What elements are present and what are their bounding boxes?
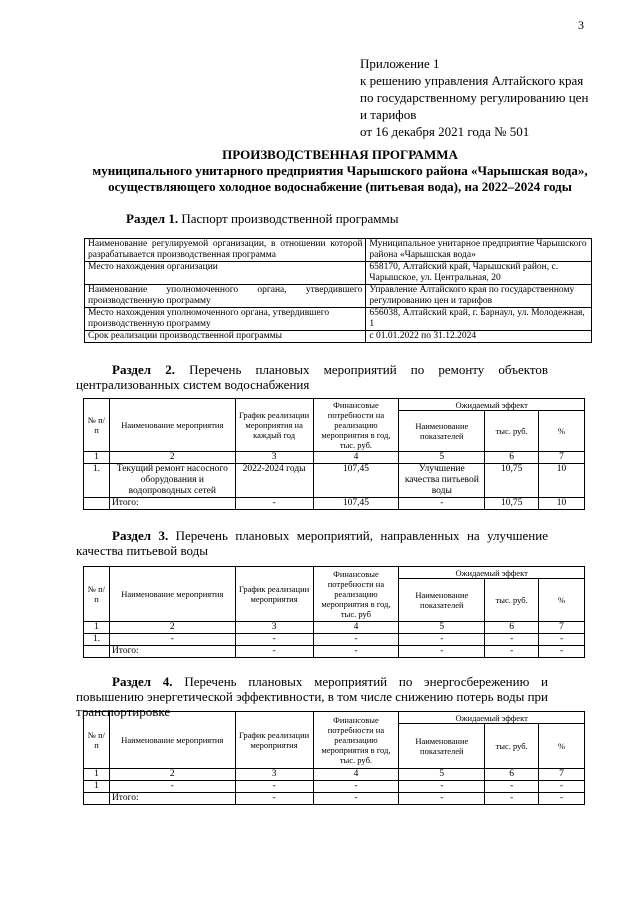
col-header-effect: Ожидаемый эффект xyxy=(399,712,585,724)
cell-schedule: - xyxy=(235,498,313,510)
section1-text: Паспорт производственной программы xyxy=(181,211,399,226)
table-total-row xyxy=(84,498,585,510)
col-header-num: № п/п xyxy=(84,399,110,452)
cell-finance: - xyxy=(313,781,399,793)
appendix-line: и тарифов xyxy=(360,107,417,122)
col-header-rub: тыс. руб. xyxy=(485,724,539,769)
cell-schedule: - xyxy=(235,781,313,793)
cell-schedule: - xyxy=(235,793,313,805)
section4-table xyxy=(83,711,585,805)
cell-pct: 10 xyxy=(539,498,585,510)
col-header-indicators: Наименование показателей xyxy=(399,724,485,769)
section3-text: Перечень плановых мероприятий, направленных на улучшение качества питьевой воды xyxy=(76,528,548,558)
column-number: 7 xyxy=(539,769,585,781)
column-number: 6 xyxy=(485,452,539,464)
title-line: осуществляющего холодное водоснабжение (питьевая вода), на 2022–2024 годы xyxy=(108,179,572,194)
cell-num: 1. xyxy=(84,634,110,646)
passport-name-cell: Наименование регулируемой организации, в отношении которой разрабатывается производственная программа xyxy=(85,239,366,262)
column-number: 5 xyxy=(399,769,485,781)
section2-label: Раздел 2. xyxy=(112,362,175,377)
total-label: Итого: xyxy=(109,793,235,805)
col-header-name: Наименование мероприятия xyxy=(109,712,235,769)
cell-rub: 10,75 xyxy=(485,498,539,510)
section1-label: Раздел 1. xyxy=(126,211,179,226)
passport-value-cell: 656038, Алтайский край, г. Барнаул, ул. Молодежная, 1 xyxy=(366,308,592,331)
column-number-row xyxy=(84,769,585,781)
passport-table xyxy=(84,238,592,343)
cell-num: 1 xyxy=(84,781,110,793)
cell-pct: - xyxy=(539,793,585,805)
col-header-schedule: График реализации мероприятия xyxy=(235,712,313,769)
cell-finance: - xyxy=(313,793,399,805)
col-header-finance: Финансовые потребности на реализацию мероприятия в год, тыс. руб xyxy=(313,567,399,622)
cell-name: - xyxy=(109,634,235,646)
appendix-note xyxy=(360,55,588,140)
col-header-indicators: Наименование показателей xyxy=(399,411,485,452)
total-label: Итого: xyxy=(109,646,235,658)
cell-indicator: - xyxy=(399,634,485,646)
table-row xyxy=(85,262,592,285)
table-header-row xyxy=(84,712,585,724)
col-header-schedule: График реализации мероприятия на каждый год xyxy=(235,399,313,452)
section3-table xyxy=(83,566,585,658)
cell-finance: 107,45 xyxy=(313,464,399,498)
section4-text: Перечень плановых мероприятий по энергосбережению и повышению энергетической эффективности, в том числе снижению потерь воды при транспортировке xyxy=(76,674,549,719)
table-header-row xyxy=(84,399,585,411)
document-title xyxy=(60,147,620,195)
cell-empty xyxy=(84,498,110,510)
section2-table xyxy=(83,398,585,510)
title-line: муниципального унитарного предприятия Чарышского района «Чарышская вода», xyxy=(92,163,588,178)
col-header-pct: % xyxy=(539,411,585,452)
column-number: 5 xyxy=(399,452,485,464)
col-header-pct: % xyxy=(539,724,585,769)
column-number: 3 xyxy=(235,452,313,464)
cell-rub: 10,75 xyxy=(485,464,539,498)
cell-num: 1. xyxy=(84,464,110,498)
column-number: 3 xyxy=(235,769,313,781)
table-row xyxy=(85,308,592,331)
passport-value-cell: 658170, Алтайский край, Чарышский район, с. Чарышское, ул. Центральная, 20 xyxy=(366,262,592,285)
passport-name-cell: Наименование уполномоченного органа, утвердившего производственную программу xyxy=(85,285,366,308)
cell-indicator: - xyxy=(399,793,485,805)
col-header-name: Наименование мероприятия xyxy=(109,567,235,622)
col-header-finance: Финансовые потребности на реализацию мероприятия в год, тыс. руб. xyxy=(313,712,399,769)
column-number: 3 xyxy=(235,622,313,634)
total-label: Итого: xyxy=(109,498,235,510)
col-header-num: № п/п xyxy=(84,567,110,622)
column-number: 1 xyxy=(84,769,110,781)
section2-heading xyxy=(76,362,548,392)
cell-rub: - xyxy=(485,793,539,805)
table-row xyxy=(84,781,585,793)
col-header-schedule: График реализации мероприятия xyxy=(235,567,313,622)
col-header-rub: тыс. руб. xyxy=(485,579,539,622)
column-number: 2 xyxy=(109,769,235,781)
table-row xyxy=(85,239,592,262)
column-number-row xyxy=(84,622,585,634)
passport-name-cell: Место нахождения организации xyxy=(85,262,366,285)
column-number: 5 xyxy=(399,622,485,634)
col-header-num: № п/п xyxy=(84,712,110,769)
col-header-name: Наименование мероприятия xyxy=(109,399,235,452)
table-row xyxy=(85,331,592,343)
column-number: 6 xyxy=(485,622,539,634)
title-line: ПРОИЗВОДСТВЕННАЯ ПРОГРАММА xyxy=(222,147,458,162)
cell-pct: - xyxy=(539,646,585,658)
col-header-indicators: Наименование показателей xyxy=(399,579,485,622)
column-number: 7 xyxy=(539,452,585,464)
cell-empty xyxy=(84,793,110,805)
col-header-rub: тыс. руб. xyxy=(485,411,539,452)
cell-empty xyxy=(84,646,110,658)
cell-pct: 10 xyxy=(539,464,585,498)
cell-schedule: 2022-2024 годы xyxy=(235,464,313,498)
cell-schedule: - xyxy=(235,646,313,658)
cell-rub: - xyxy=(485,646,539,658)
appendix-line: Приложение 1 xyxy=(360,56,440,71)
table-row xyxy=(84,634,585,646)
cell-indicator: Улучшение качества питьевой воды xyxy=(399,464,485,498)
table-total-row xyxy=(84,793,585,805)
col-header-pct: % xyxy=(539,579,585,622)
section3-heading xyxy=(76,528,548,558)
column-number: 6 xyxy=(485,769,539,781)
table-header-row xyxy=(84,567,585,579)
cell-rub: - xyxy=(485,781,539,793)
section1-heading xyxy=(126,211,606,226)
appendix-line: от 16 декабря 2021 года № 501 xyxy=(360,124,530,139)
cell-pct: - xyxy=(539,781,585,793)
page-number: 3 xyxy=(578,18,584,32)
passport-name-cell: Место нахождения уполномоченного органа, утвердившего производственную программу xyxy=(85,308,366,331)
cell-finance: 107,45 xyxy=(313,498,399,510)
col-header-finance: Финансовые потребности на реализацию мероприятия в год, тыс. руб. xyxy=(313,399,399,452)
cell-finance: - xyxy=(313,634,399,646)
table-row xyxy=(84,464,585,498)
column-number: 7 xyxy=(539,622,585,634)
cell-indicator: - xyxy=(399,781,485,793)
cell-schedule: - xyxy=(235,634,313,646)
passport-value-cell: с 01.01.2022 по 31.12.2024 xyxy=(366,331,592,343)
table-total-row xyxy=(84,646,585,658)
section2-text: Перечень плановых мероприятий по ремонту объектов централизованных систем водоснабжения xyxy=(76,362,549,392)
col-header-effect: Ожидаемый эффект xyxy=(399,399,585,411)
appendix-line: к решению управления Алтайского края xyxy=(360,73,584,88)
cell-indicator: - xyxy=(399,646,485,658)
passport-value-cell: Муниципальное унитарное предприятие Чарышского района «Чарышская вода» xyxy=(366,239,592,262)
passport-name-cell: Срок реализации производственной программы xyxy=(85,331,366,343)
column-number: 2 xyxy=(109,622,235,634)
column-number: 1 xyxy=(84,622,110,634)
cell-name: - xyxy=(109,781,235,793)
section3-label: Раздел 3. xyxy=(112,528,169,543)
cell-indicator: - xyxy=(399,498,485,510)
table-row xyxy=(85,285,592,308)
passport-value-cell: Управление Алтайского края по государственному регулированию цен и тарифов xyxy=(366,285,592,308)
col-header-effect: Ожидаемый эффект xyxy=(399,567,585,579)
cell-pct: - xyxy=(539,634,585,646)
column-number-row xyxy=(84,452,585,464)
column-number: 4 xyxy=(313,452,399,464)
cell-rub: - xyxy=(485,634,539,646)
appendix-line: по государственному регулированию цен xyxy=(360,90,589,105)
cell-name: Текущий ремонт насосного оборудования и водопроводных сетей xyxy=(109,464,235,498)
section4-label: Раздел 4. xyxy=(112,674,173,689)
column-number: 1 xyxy=(84,452,110,464)
column-number: 2 xyxy=(109,452,235,464)
column-number: 4 xyxy=(313,769,399,781)
cell-finance: - xyxy=(313,646,399,658)
column-number: 4 xyxy=(313,622,399,634)
